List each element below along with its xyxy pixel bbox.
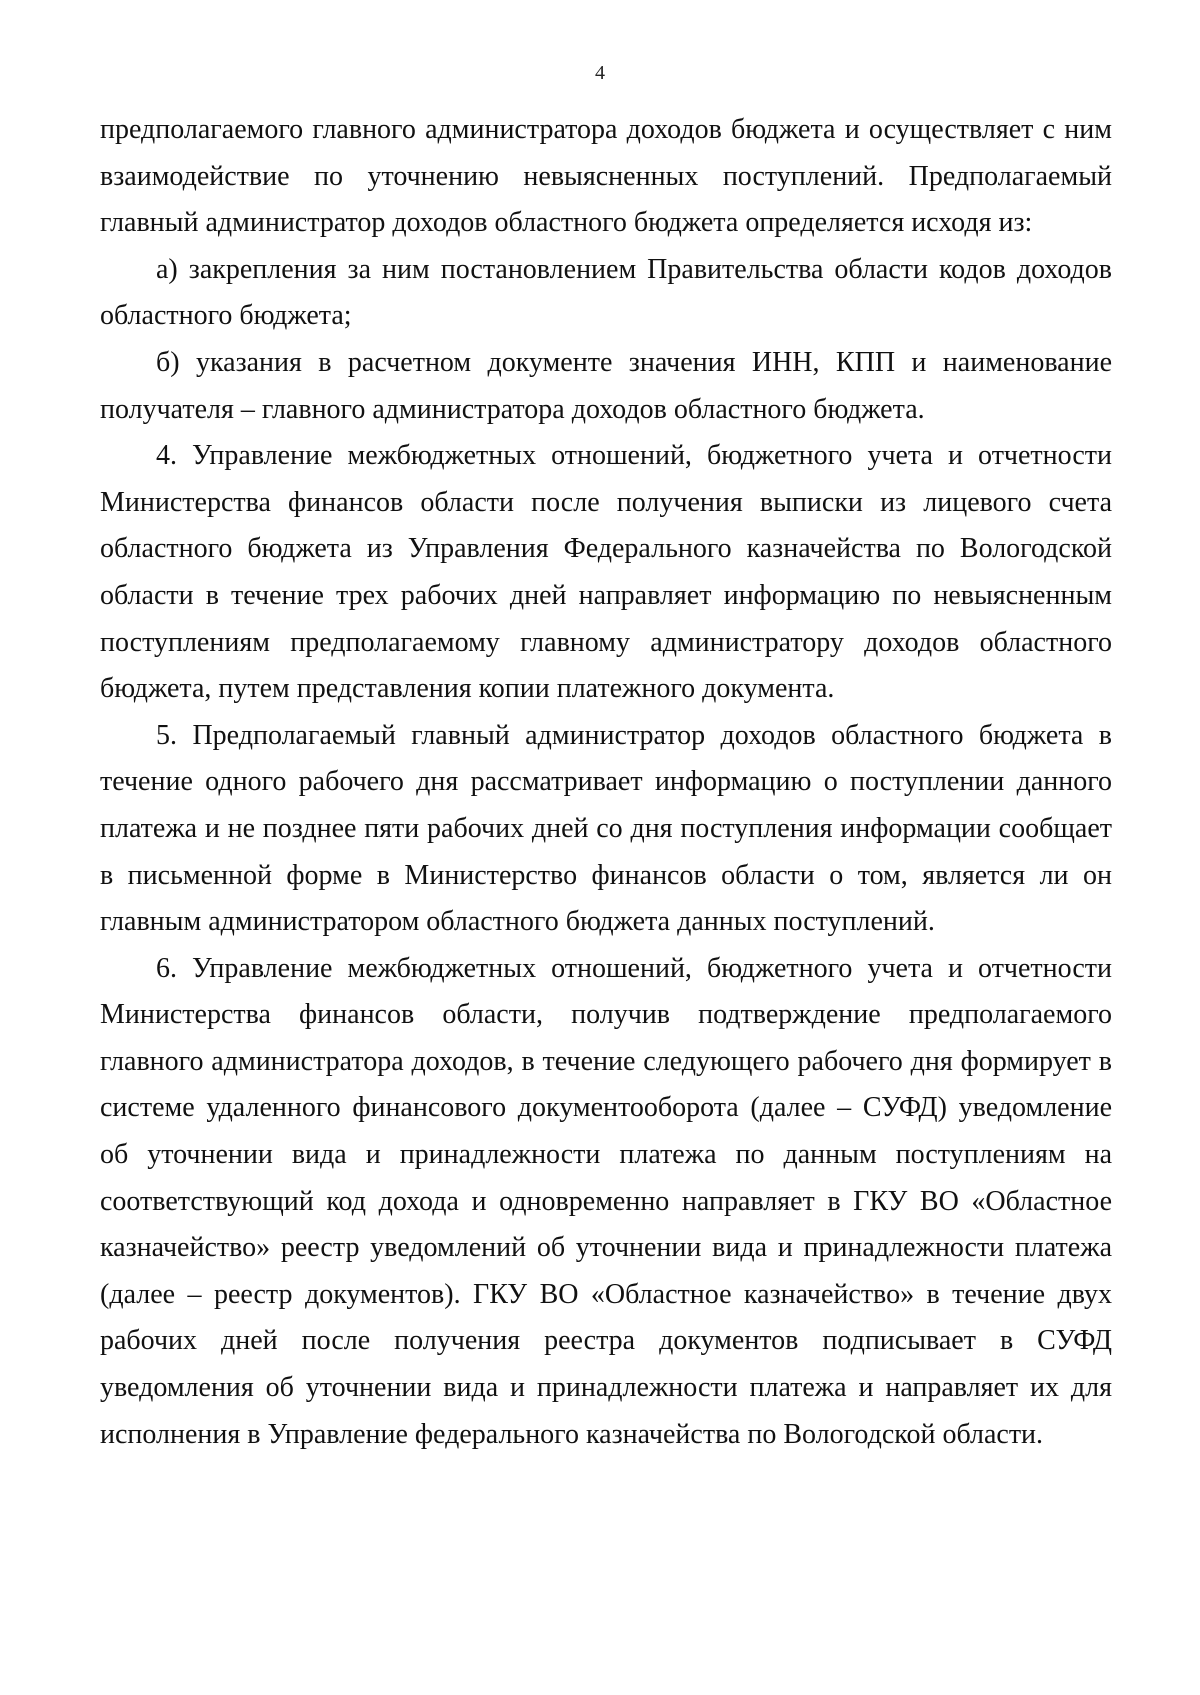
page-number: 4 xyxy=(595,62,605,84)
paragraph-4: 4. Управление межбюджетных отношений, бюджетного учета и отчетности Министерства финансов области после получения выписки из лицевого счета областного бюджета из Управления Федерального казначейства по Вологодской области в течение трех рабочих дней направляет информацию по невыясненным поступлениям предполагаемому главному администратору доходов областного бюджета, путем представления копии платежного документа. xyxy=(100,440,1112,705)
paragraph-continuation: предполагаемого главного администратора доходов бюджета и осуществляет с ним взаимодействие по уточнению невыясненных поступлений. Предполагаемый главный администратор доходов областного бюджета определяется исходя из: xyxy=(100,114,1112,239)
paragraph-item-b: б) указания в расчетном документе значения ИНН, КПП и наименование получателя – главного администратора доходов областного бюджета. xyxy=(100,346,1112,425)
paragraph-5: 5. Предполагаемый главный администратор доходов областного бюджета в течение одного рабочего дня рассматривает информацию о поступлении данного платежа и не позднее пяти рабочих дней со дня поступления информации сообщает в письменной форме в Министерство финансов области о том, является ли он главным администратором областного бюджета данных поступлений. xyxy=(100,719,1112,938)
document-body xyxy=(100,107,1112,1458)
paragraph-item-a: а) закрепления за ним постановлением Правительства области кодов доходов областного бюджета; xyxy=(100,253,1112,332)
paragraph-6: 6. Управление межбюджетных отношений, бюджетного учета и отчетности Министерства финансов области, получив подтверждение предполагаемого главного администратора доходов, в течение следующего рабочего дня формирует в системе удаленного финансового документооборота (далее – СУФД) уведомление об уточнении вида и принадлежности платежа по данным поступлениям на соответствующий код дохода и одновременно направляет в ГКУ ВО «Областное казначейство» реестр уведомлений об уточнении вида и принадлежности платежа (далее – реестр документов). ГКУ ВО «Областное казначейство» в течение двух рабочих дней после получения реестра документов подписывает в СУФД уведомления об уточнении вида и принадлежности платежа и направляет их для исполнения в Управление федерального казначейства по Вологодской области. xyxy=(100,952,1112,1450)
